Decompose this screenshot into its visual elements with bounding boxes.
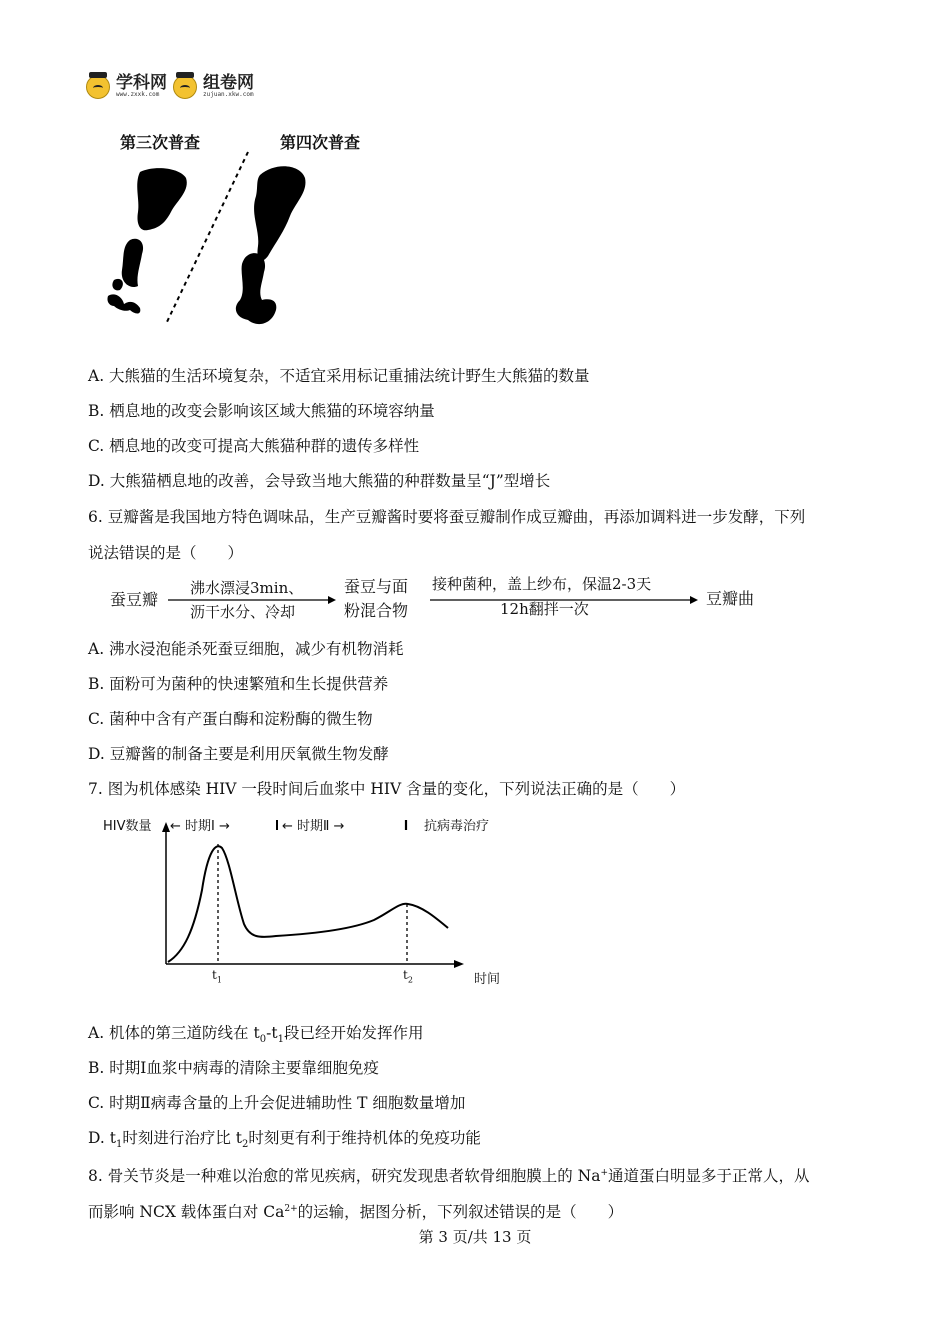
map-title-third-census: 第三次普查	[120, 133, 201, 152]
owl-mascot-icon-2	[173, 75, 197, 99]
flow-step-mixture-line2: 粉混合物	[344, 601, 409, 620]
flow-arrow2-top-label: 接种菌种，盖上纱布，保温2-3天	[432, 575, 652, 593]
q5-option-a: A. 大熊猫的生活环境复杂，不适宜采用标记重捕法统计野生大熊猫的数量	[88, 367, 590, 385]
q5-option-d: D. 大熊猫栖息地的改善，会导致当地大熊猫的种群数量呈“J”型增长	[88, 472, 551, 490]
flow-arrow1-bottom-label: 沥干水分、冷却	[190, 603, 296, 621]
flow-arrow1-head	[328, 596, 336, 604]
q7-option-c: C. 时期Ⅱ病毒含量的上升会促进辅助性 T 细胞数量增加	[88, 1094, 466, 1112]
graph-t2-label: $t_2$	[403, 968, 413, 985]
page-footer: 第 3 页/共 13 页	[418, 1228, 532, 1246]
flow-arrow2-head	[690, 596, 698, 604]
q5-option-c: C. 栖息地的改变可提高大熊猫种群的遗传多样性	[88, 437, 420, 455]
q7-option-a: A. 机体的第三道防线在 $t_0-t_1$段已经开始发挥作用	[88, 1024, 424, 1046]
habitat-map-figure	[100, 150, 330, 335]
flow-step-soybean: 蚕豆瓣	[110, 590, 159, 609]
q7-option-d: D. $t_1$时刻进行治疗比 $t_2$时刻更有利于维持机体的免疫功能	[88, 1129, 481, 1151]
flow-arrow2-bottom-label: 12h翻拌一次	[500, 600, 589, 618]
habitat-patch-left-mid	[122, 239, 143, 287]
brand-name-1: 学科网	[116, 73, 167, 93]
habitat-patch-right-lower	[236, 253, 276, 324]
flow-arrow1-top-label: 沸水漂浸3min、	[190, 579, 304, 597]
graph-period2-label: ← 时期Ⅱ →	[282, 819, 345, 834]
graph-y-axis-arrow	[162, 822, 170, 832]
habitat-patch-left-small	[112, 279, 122, 290]
brand-url-1: www.zxxk.com	[116, 91, 160, 98]
q7-stem: 7. 图为机体感染 HIV 一段时间后血浆中 HIV 含量的变化，下列说法正确的是（ ）	[88, 780, 686, 798]
q6-stem-line1: 6. 豆瓣酱是我国地方特色调味品，生产豆瓣酱时要将蚕豆瓣制作成豆瓣曲，再添加调料进一步发酵，下列	[88, 508, 806, 526]
q6-option-c: C. 菌种中含有产蛋白酶和淀粉酶的微生物	[88, 710, 373, 728]
flow-step-koji: 豆瓣曲	[706, 589, 755, 608]
q6-option-d: D. 豆瓣酱的制备主要是利用厌氧微生物发酵	[88, 745, 389, 763]
q6-stem-line2: 说法错误的是（ ）	[88, 544, 244, 562]
map-title-fourth-census: 第四次普查	[280, 133, 361, 152]
q7-option-b: B. 时期Ⅰ血浆中病毒的清除主要靠细胞免疫	[88, 1059, 379, 1077]
habitat-patch-right-upper	[254, 166, 305, 261]
graph-t1-label: $t_1$	[212, 968, 222, 985]
q8-stem-line2: 而影响 NCX 载体蛋白对 $Ca^{2+}$的运输，据图分析，下列叙述错误的是（ ）	[88, 1203, 624, 1222]
hiv-graph	[150, 820, 470, 970]
q8-stem-line1: 8. 骨关节炎是一种难以治愈的常见疾病，研究发现患者软骨细胞膜上的 Na+通道蛋白明显多于正常人，从	[88, 1167, 810, 1186]
graph-treatment-label: 抗病毒治疗	[424, 819, 490, 834]
graph-x-label: 时间	[474, 972, 501, 987]
site-logo	[86, 72, 254, 102]
graph-period1-label: ← 时期Ⅰ →	[170, 819, 230, 834]
habitat-patch-left-top	[137, 168, 187, 230]
q6-option-a: A. 沸水浸泡能杀死蚕豆细胞，减少有机物消耗	[88, 640, 404, 658]
owl-mascot-icon	[86, 75, 110, 99]
hiv-curve	[168, 846, 448, 962]
brand-url-2: zujuan.xkw.com	[203, 91, 254, 98]
brand-name-2: 组卷网	[203, 73, 254, 93]
q6-option-b: B. 面粉可为菌种的快速繁殖和生长提供营养	[88, 675, 389, 693]
flow-step-mixture-line1: 蚕豆与面	[344, 577, 409, 596]
habitat-patch-left-bottom	[107, 294, 140, 313]
graph-x-axis-arrow	[454, 960, 464, 968]
graph-y-label: HIV数量	[103, 819, 152, 834]
q5-option-b: B. 栖息地的改变会影响该区域大熊猫的环境容纳量	[88, 402, 435, 420]
flow-arrows	[160, 590, 710, 610]
